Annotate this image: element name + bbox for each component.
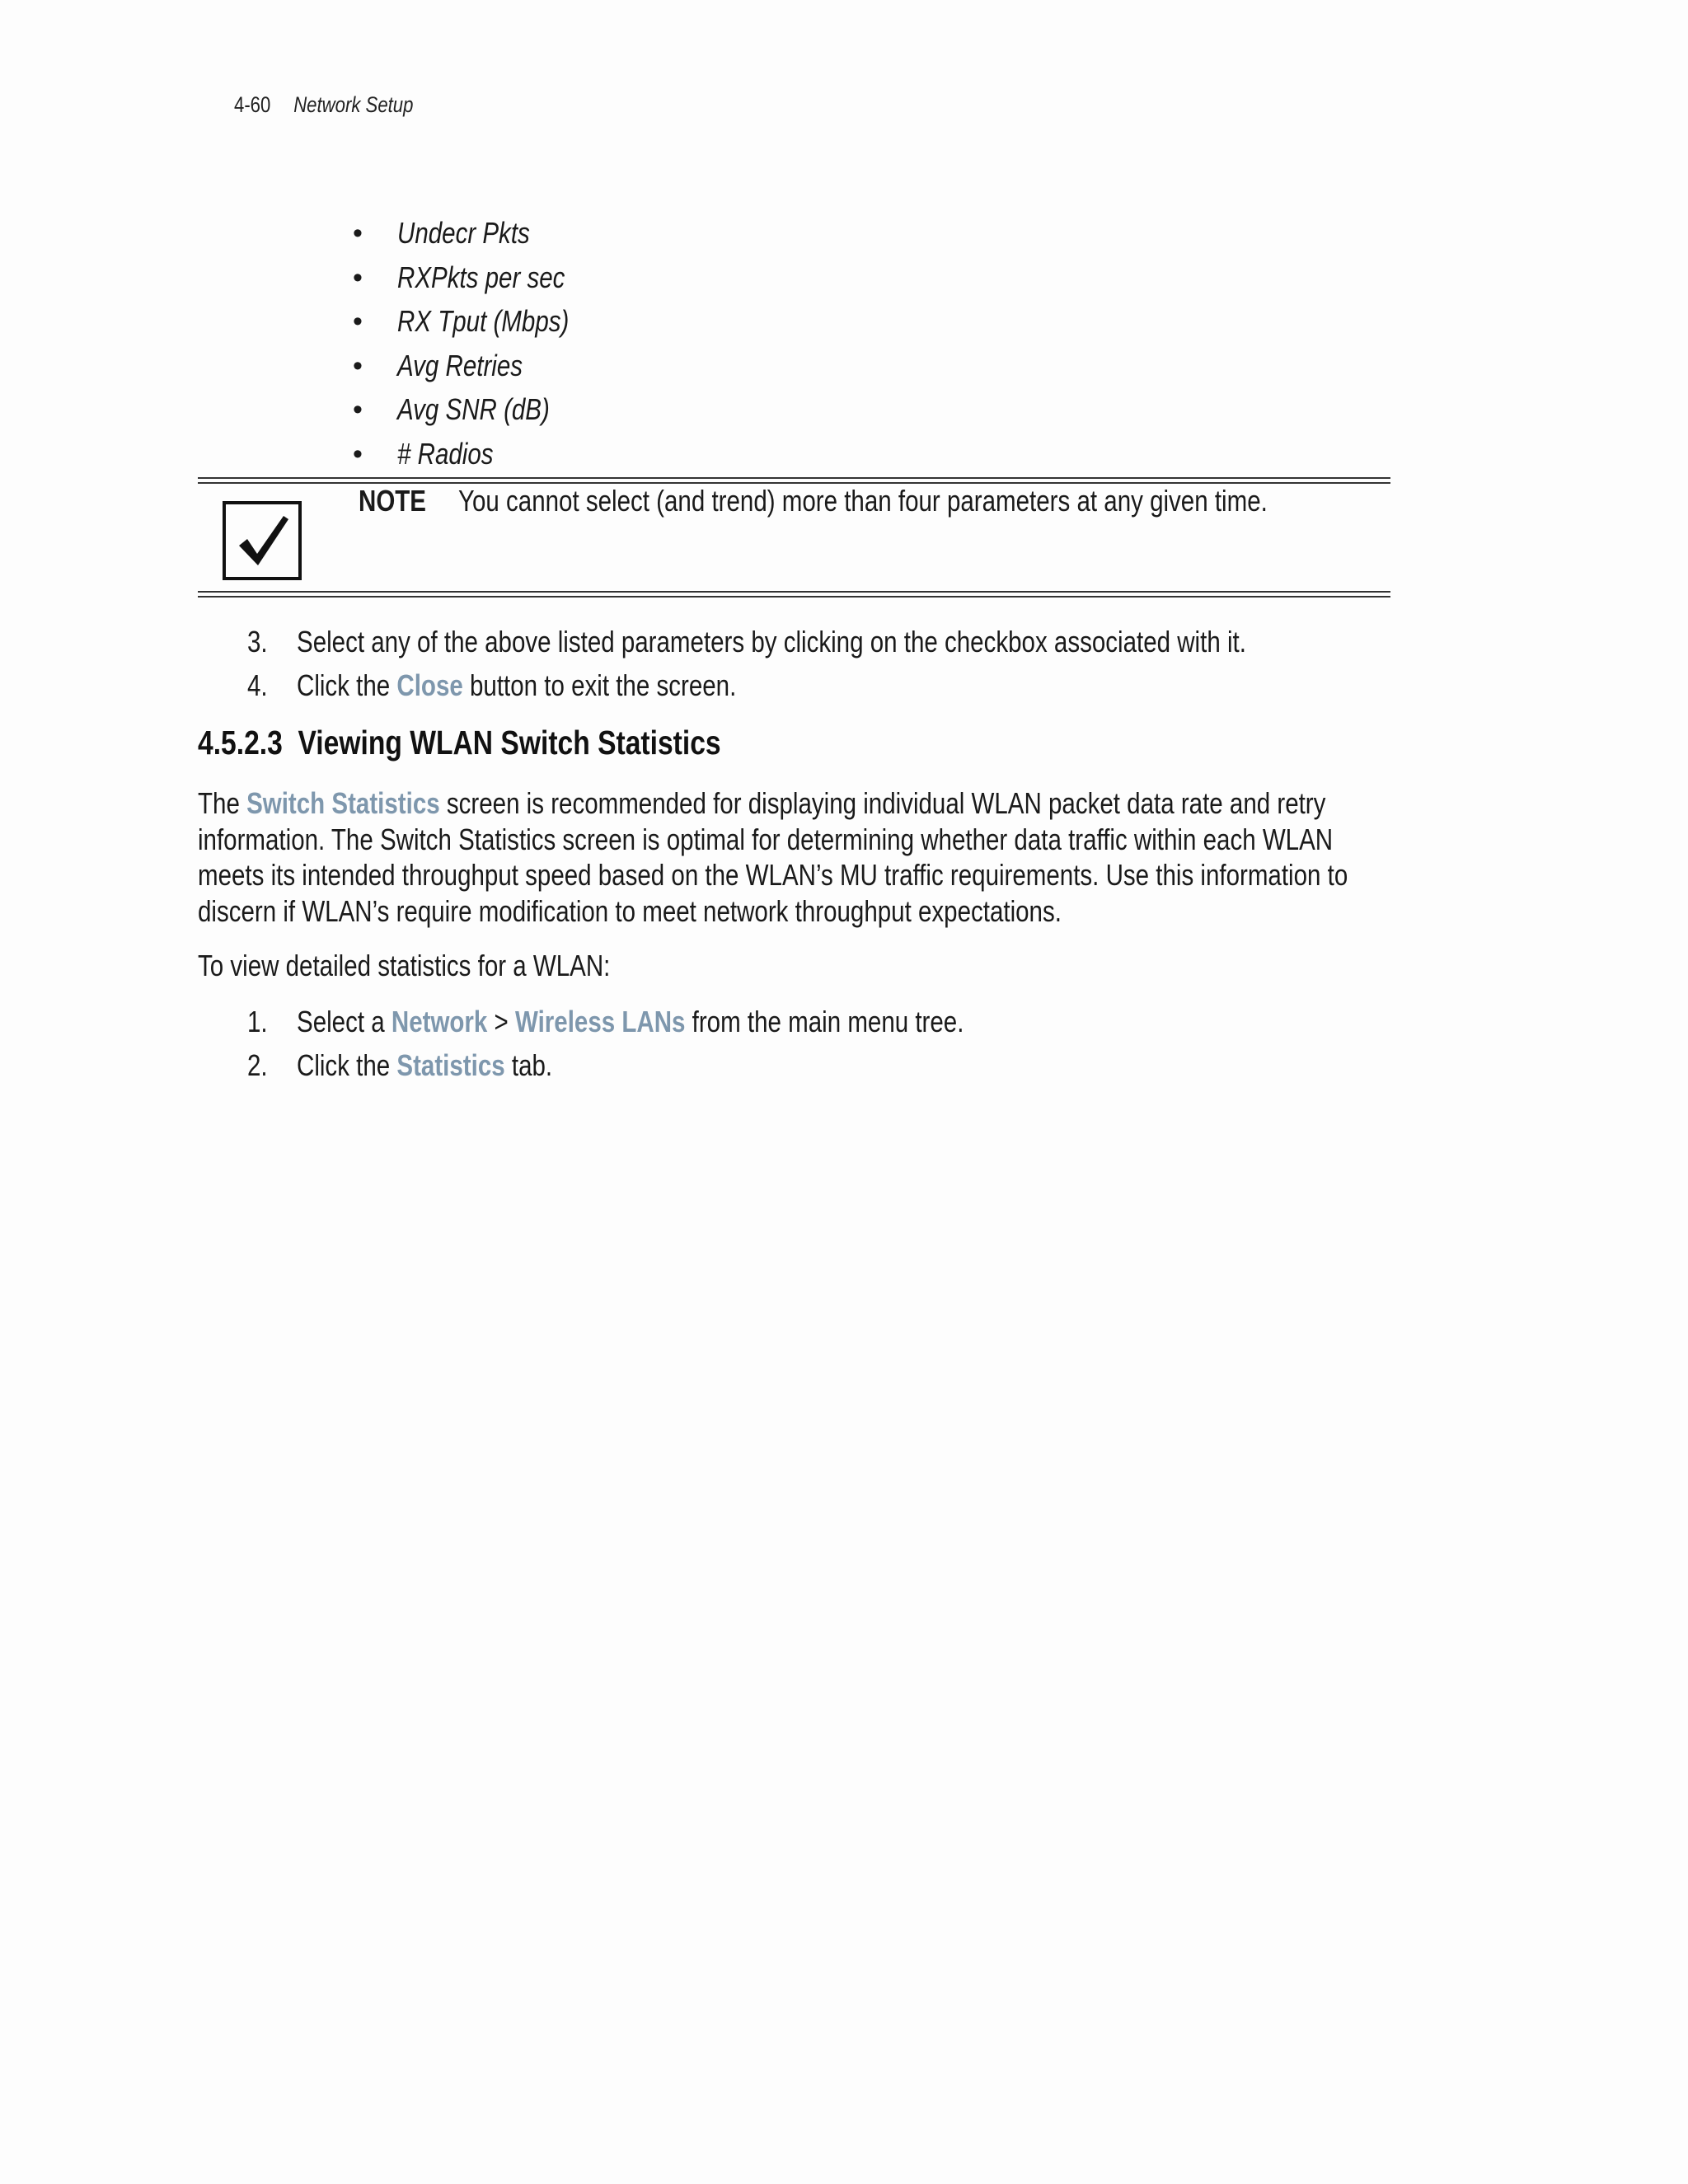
step-number: 1. [247,1005,268,1038]
list-item: • RX Tput (Mbps) [353,298,607,342]
note-bottom-rule-inner [198,591,1390,593]
note-bottom-rule [198,596,1390,598]
paragraph: To view detailed statistics for a WLAN: [198,949,611,982]
wireless-lans-link[interactable]: Wireless LANs [514,1005,686,1038]
section-title: Network Setup [293,92,414,117]
parameter-list [353,209,607,474]
step-text: Select any of the above listed parameters by clicking on the checkbox associated with it. [297,625,1246,658]
step-number: 4. [247,668,268,702]
list-item [247,620,1455,663]
list-item: • Avg Retries [353,342,607,387]
close-link[interactable]: Close [396,668,463,702]
switch-statistics-link[interactable]: Switch Statistics [246,786,440,820]
steps-list-b [247,1000,1110,1087]
note-box [198,477,1390,598]
step-number: 2. [247,1048,268,1082]
page-header [234,92,452,118]
list-item: • Avg SNR (dB) [353,386,607,430]
bullet-icon: • [353,306,363,337]
bullet-icon: • [353,394,363,425]
steps-list-a [247,620,1455,707]
note-top-rule [198,477,1390,479]
step-text: Select a Network > Wireless LANs from the main menu tree. [297,1005,964,1038]
page-number: 4-60 [234,92,271,117]
bullet-icon: • [353,218,363,249]
list-item [247,1000,1110,1043]
note-label: NOTE [359,484,427,518]
bullet-icon: • [353,261,363,293]
note-text: You cannot select (and trend) more than four parameters at any given time. [458,484,1268,518]
network-link[interactable]: Network [391,1005,488,1038]
list-item: • RXPkts per sec [353,254,607,298]
list-item: • Undecr Pkts [353,209,607,254]
step-text: Click the Statistics tab. [297,1048,553,1082]
list-item [247,1043,1110,1087]
bullet-icon: • [353,349,363,382]
step-text: Click the Close button to exit the screen. [297,668,737,702]
checkmark-icon [223,501,302,580]
bullet-icon: • [353,438,363,470]
list-item [247,663,1455,707]
paragraph: The Switch Statistics screen is recommended for displaying individual WLAN packet data rate and retry information. The Switch Statistics screen is optimal for determining whether data traffic within each WLAN meets its intended throughput speed based on the WLAN’s MU traffic requirements. Use this information to discern if WLAN’s require modification to meet network throughput expectations. [198,786,1348,928]
section-heading: 4.5.2.3 Viewing WLAN Switch Statistics [198,724,721,762]
list-item: • # Radios [353,430,607,475]
step-number: 3. [247,625,268,658]
statistics-tab-link[interactable]: Statistics [396,1048,505,1082]
